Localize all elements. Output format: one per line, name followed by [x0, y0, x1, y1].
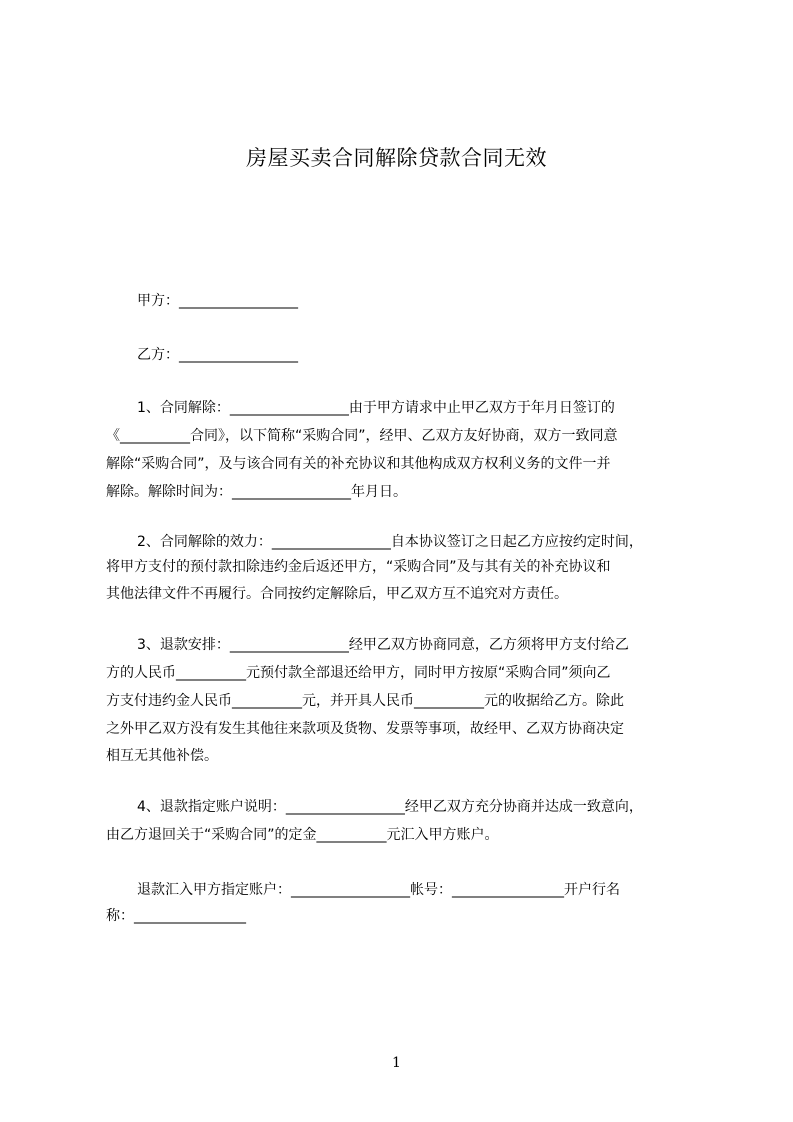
section3-line2: 方的人民币__________元预付款全部退还给甲方，同时甲方按原“采购合同”须向乙 [106, 665, 611, 681]
section2-line3: 其他法律文件不再履行。合同按约定解除后，甲乙双方互不追究对方责任。 [106, 586, 568, 602]
section3-line3: 方支付违约金人民币__________元，并开具人民币__________元的收据给乙方。除此 [106, 693, 624, 709]
page-number: 1 [392, 1055, 401, 1071]
account-line2: 称：________________ [106, 908, 246, 924]
section3-line1: 3、退款安排：_________________经甲乙双方协商同意，乙方须将甲方支付给乙 [137, 637, 629, 653]
section3-line4: 之外甲乙双方没有发生其他往来款项及货物、发票等事项，故经甲、乙双方协商决定 [106, 721, 624, 737]
account-line1: 退款汇入甲方指定账户：_________________帐号：________________开户行名 [137, 882, 620, 898]
section3-line5: 相互无其他补偿。 [106, 748, 218, 764]
party-a-line: 甲方：_________________ [137, 293, 298, 309]
section1-line2: 《__________合同》，以下简称“采购合同”，经甲、乙双方友好协商，双方一致同意 [106, 428, 618, 444]
section2-line1: 2、合同解除的效力：_________________自本协议签订之日起乙方应按约定时间， [137, 534, 643, 550]
section1-line4: 解除。解除时间为：_________________年月日。 [106, 484, 407, 500]
section2-line2: 将甲方支付的预付款扣除违约金后返还甲方，“采购合同”及与其有关的补充协议和 [106, 559, 611, 575]
document-title: 房屋买卖合同解除贷款合同无效 [246, 146, 547, 170]
section1-line3: 解除“采购合同”，及与该合同有关的补充协议和其他构成双方权利义务的文件一并 [106, 456, 611, 472]
section1-line1: 1、合同解除：_________________由于甲方请求中止甲乙双方于年月日签订的 [137, 400, 615, 416]
section4-line2: 由乙方退回关于“采购合同”的定金__________元汇入甲方账户。 [106, 827, 499, 843]
party-b-line: 乙方：_________________ [137, 347, 298, 363]
section4-line1: 4、退款指定账户说明：_________________经甲乙双方充分协商并达成一致意向， [137, 799, 643, 815]
